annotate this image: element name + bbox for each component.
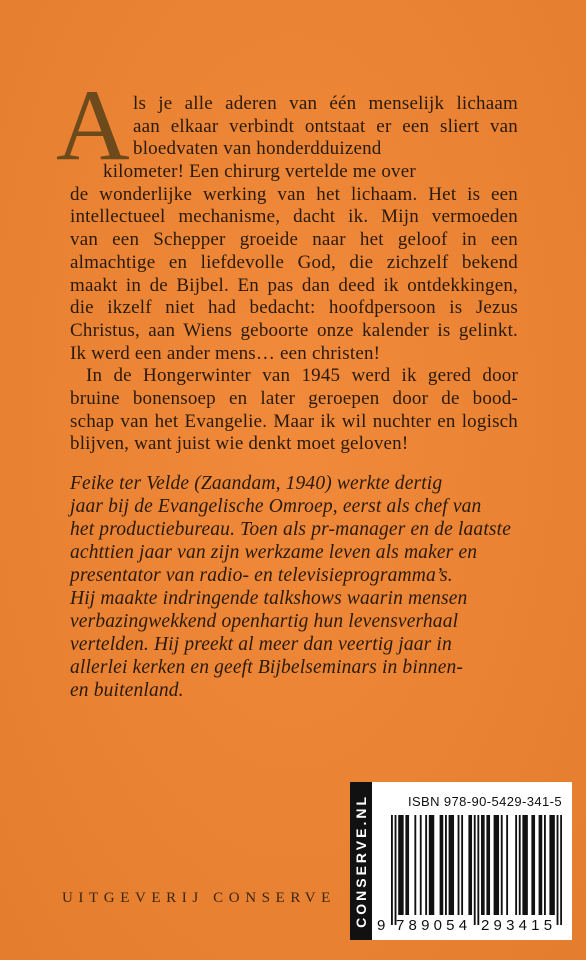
author-bio-line: jaar bij de Evangelische Omroep, eerst als chef van	[70, 496, 482, 517]
barcode-guard-bar	[391, 815, 393, 925]
second-paragraph-line: In de Hongerwinter van 1945 werd ik gered door	[86, 365, 518, 387]
isbn-number: ISBN 978-90-5429-341-5	[407, 794, 562, 809]
blurb-text	[70, 93, 518, 456]
author-bio-line: en buitenland.	[70, 680, 184, 701]
author-bio-line: presentator van radio- en televisieprogramma’s.	[70, 565, 453, 586]
author-bio-line: Hij maakte indringende talkshows waarin mensen	[70, 588, 468, 609]
publisher-website-strip	[350, 782, 372, 940]
drop-cap: A	[56, 69, 130, 182]
intro-paragraph-line: intellectueel mechanisme, dacht ik. Mijn vermoeden	[70, 206, 518, 228]
barcode-bar	[481, 815, 485, 915]
barcode-guard-bar	[560, 815, 562, 925]
second-paragraph-line: schap van het Evangelie. Maar ik wil nuchter en logisch	[70, 410, 518, 432]
barcode-bar	[445, 815, 447, 915]
barcode-bar	[461, 815, 463, 915]
barcode-bar	[458, 815, 460, 915]
intro-paragraph-line: ls je alle aderen van één menselijk lichaam	[133, 93, 518, 114]
barcode-bar	[539, 815, 543, 915]
second-paragraph-line: bruine bonensoep en later geroepen door de bood-	[70, 387, 518, 409]
intro-paragraph-line: kilometer! Een chirurg vertelde me over	[103, 161, 416, 183]
intro-paragraph-line: die ikzelf niet had bedacht: hoofdpersoon is Jezus	[70, 297, 518, 319]
barcode-guard-bar	[477, 815, 479, 925]
barcode-bar	[440, 815, 444, 915]
barcode-label	[350, 782, 572, 940]
intro-paragraph-line: Christus, aan Wiens geboorte onze kalender is gelinkt.	[70, 319, 518, 341]
barcode-bar	[425, 815, 427, 915]
intro-paragraph-line: maakt in de Bijbel. En pas dan deed ik ontdekkingen,	[70, 274, 518, 296]
intro-paragraph-line: bloedvaten van honderdduizend	[133, 138, 382, 160]
barcode-bar	[486, 815, 490, 915]
barcode-digits-left: 789054	[396, 917, 472, 934]
barcode-digits-right: 293415	[481, 917, 557, 934]
barcode-bars	[391, 815, 562, 925]
barcode-bar	[405, 815, 409, 915]
barcode-bar	[429, 815, 434, 915]
barcode-bar	[522, 815, 527, 915]
author-bio-line: Feike ter Velde (Zaandam, 1940) werkte dertig	[70, 473, 443, 494]
barcode-guard-bar	[557, 815, 559, 925]
author-bio	[70, 472, 570, 702]
barcode-guard-bar	[474, 815, 476, 925]
barcode-bar	[449, 815, 454, 915]
barcode-digit-first: 9	[377, 917, 386, 934]
author-bio-line: achttien jaar van zijn werkzame leven als maker en	[70, 542, 478, 563]
barcode-bar	[414, 815, 416, 915]
barcode-bar	[501, 815, 503, 915]
barcode-bar	[420, 815, 422, 915]
author-bio-line: het productiebureau. Toen als pr-manager en de laatste	[70, 519, 511, 540]
barcode-bar	[519, 815, 521, 915]
intro-paragraph-line: almachtige en liefdevolle God, die zichzelf bekend	[70, 251, 518, 273]
barcode-bar	[506, 815, 508, 915]
barcode-bar	[544, 815, 546, 915]
intro-paragraph-line: de wonderlijke werking van het lichaam. Het is een	[70, 183, 518, 205]
barcode-bar	[515, 815, 517, 915]
barcode-bar	[549, 815, 554, 915]
author-bio-line: verbazingwekkend openhartig hun levensverhaal	[70, 611, 459, 632]
author-bio-line: allerlei kerken en geeft Bijbelseminars in binnen-	[70, 657, 464, 678]
publisher-website: CONSERVE.NL	[353, 794, 369, 928]
second-paragraph-line: blijven, want juist wie denkt moet geloven!	[70, 433, 409, 455]
barcode-guard-bar	[395, 815, 397, 925]
publisher-imprint: UITGEVERIJ CONSERVE	[62, 890, 336, 906]
author-bio-line: vertelden. Hij preekt al meer dan veertig jaar in	[70, 634, 452, 655]
intro-paragraph-line: Ik werd een ander mens… een christen!	[70, 342, 381, 364]
barcode-bar	[531, 815, 535, 915]
barcode-bar	[398, 815, 403, 915]
intro-paragraph-line: aan elkaar verbindt ontstaat er een sliert van	[133, 115, 518, 137]
intro-paragraph-line: van een Schepper groeide naar het geloof in een	[70, 229, 518, 251]
barcode-bar	[494, 815, 499, 915]
barcode-bar	[468, 815, 472, 915]
